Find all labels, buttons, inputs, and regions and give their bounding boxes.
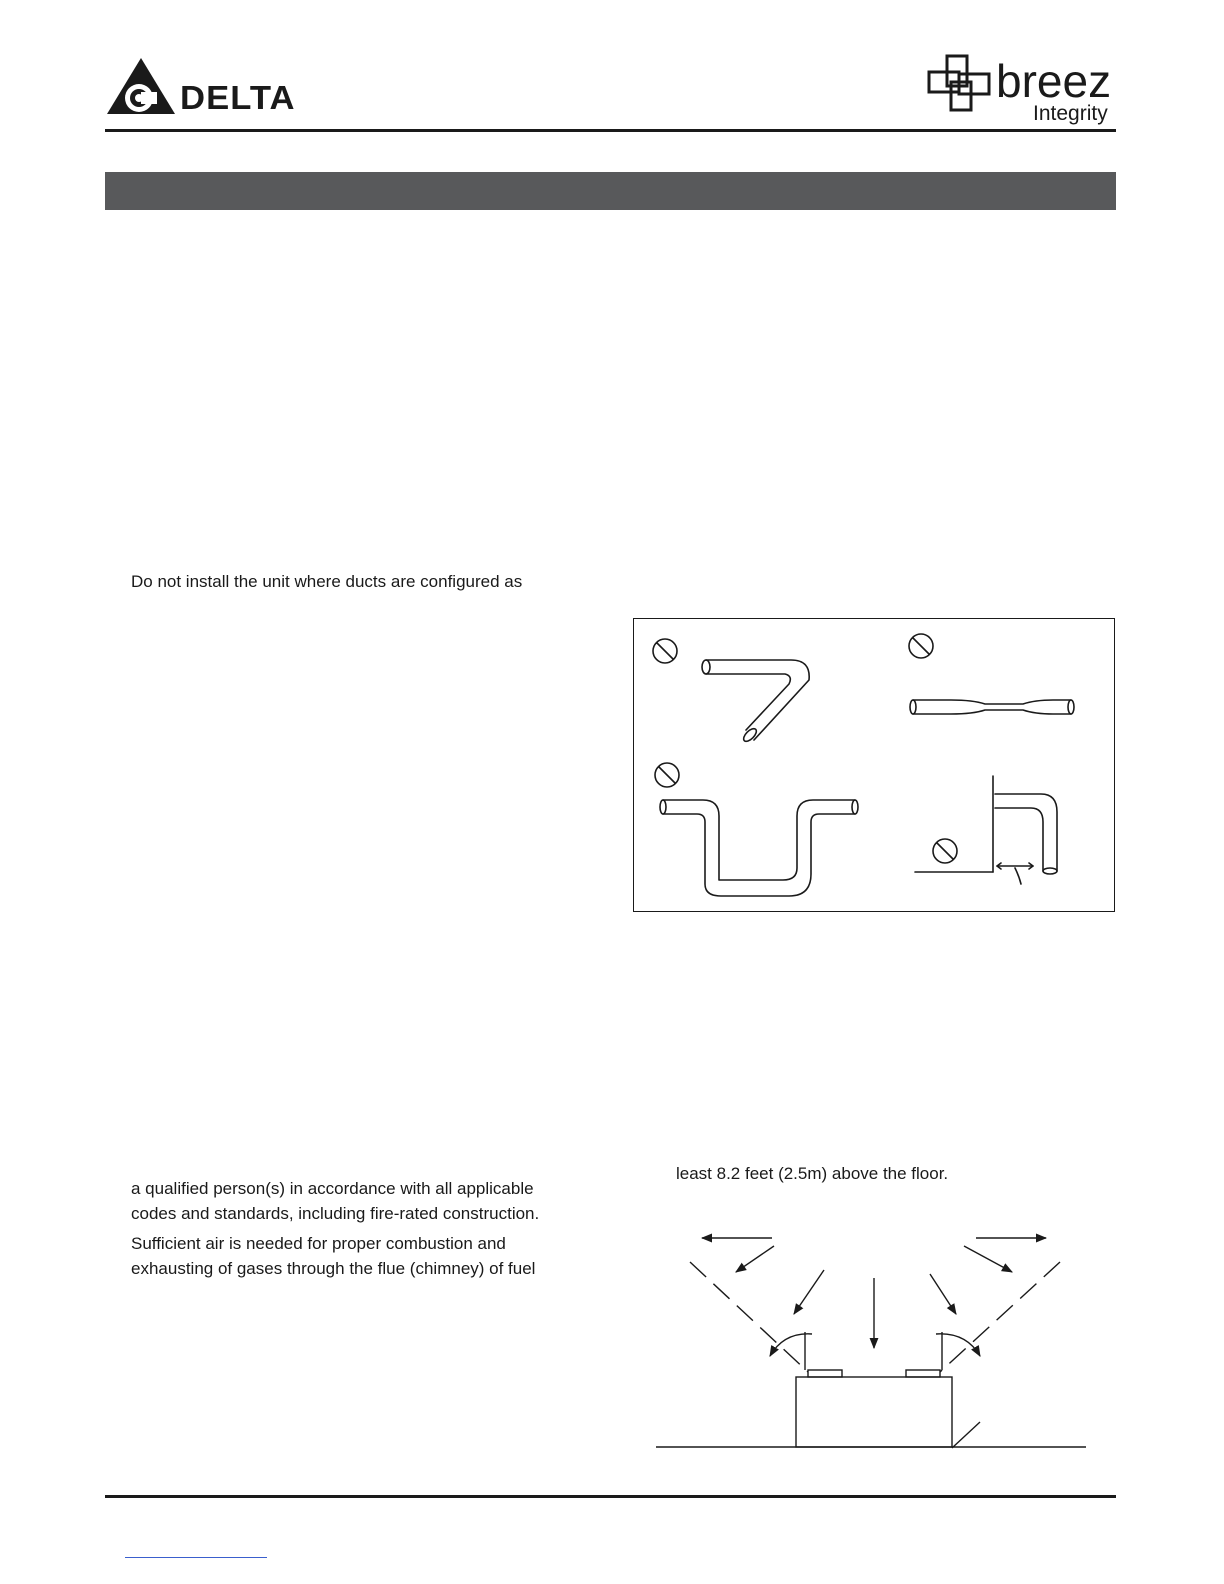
prohibition-icon — [653, 639, 677, 663]
airflow-clearance-drawing — [650, 1220, 1100, 1460]
unit-body — [796, 1377, 952, 1447]
unit-outlet-left — [808, 1370, 842, 1377]
prohibition-icon — [933, 839, 957, 863]
arrow-in-right-upper — [964, 1246, 1012, 1272]
wall-proximity-duct — [915, 776, 1057, 884]
air-line-1: Sufficient air is needed for proper combustion and — [131, 1234, 506, 1253]
header-rule — [105, 129, 1116, 132]
qualified-line-2: codes and standards, including fire-rated construction. — [131, 1204, 540, 1223]
angle-arc-left — [770, 1334, 812, 1356]
delta-wordmark: DELTA — [180, 79, 296, 116]
leader-line — [952, 1422, 980, 1448]
duct-configuration-drawing — [633, 618, 1115, 912]
height-note: least 8.2 feet (2.5m) above the floor. — [676, 1164, 949, 1183]
arrow-in-left-upper — [736, 1246, 774, 1272]
air-line-2: exhausting of gases through the flue (chimney) of fuel — [131, 1259, 536, 1278]
clearance-line-left — [690, 1262, 808, 1372]
prohibition-icon — [655, 763, 679, 787]
section-bar — [105, 172, 1116, 210]
u-shaped-duct — [660, 800, 858, 896]
breez-wordmark: breez — [996, 55, 1112, 107]
unit-outlet-right — [906, 1370, 940, 1377]
delta-triangle-logo-icon — [105, 56, 177, 116]
clearance-line-right — [940, 1262, 1060, 1372]
ducts-note: Do not install the unit where ducts are configured as — [131, 572, 523, 591]
qualified-line-1: a qualified person(s) in accordance with all applicable — [131, 1179, 534, 1198]
arrow-in-right-lower — [930, 1274, 956, 1314]
sharp-bend-duct — [702, 660, 809, 743]
footer-rule — [105, 1495, 1116, 1498]
footer-link-underline[interactable] — [125, 1557, 267, 1558]
arrow-in-left-lower — [794, 1270, 824, 1314]
breez-interlocked-squares-icon — [925, 52, 993, 114]
prohibition-icon — [909, 634, 933, 658]
breez-subtitle: Integrity — [1033, 102, 1108, 125]
narrowed-duct — [910, 700, 1074, 714]
